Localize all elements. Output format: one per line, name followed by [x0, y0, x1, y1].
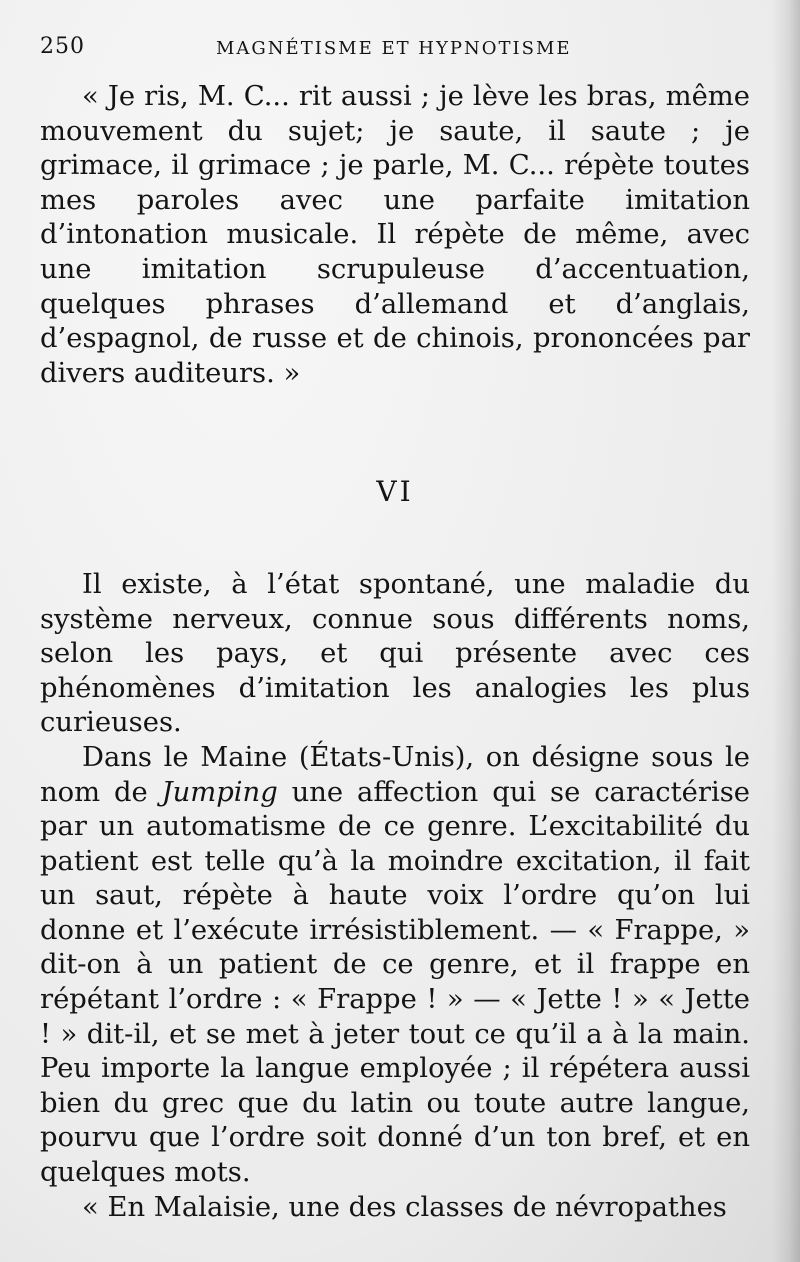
- page-spine-shadow: [772, 0, 800, 1262]
- running-title: MAGNÉTISME ET HYPNOTISME: [216, 38, 572, 59]
- paragraph-jumping-start: Dans le Maine (États-Unis), on désigne sous le nom de: [40, 741, 750, 808]
- quote-paragraph: « Je ris, M. C... rit aussi ; je lève les bras, même mouvement du sujet; je saute, il saute ; je grimace, il grimace ; je parle, M. C... répète toutes mes paroles avec une parfaite imitation d’intonation musicale. Il répète de même, avec une imitation scrupuleuse d’accentuation, quelques phrases d’allemand et d’anglais, d’espagnol, de russe et de chinois, prononcées par divers auditeurs. »: [40, 81, 750, 389]
- section-heading: VI: [376, 475, 414, 509]
- paragraph-jumping: [40, 741, 750, 1191]
- term-jumping: Jumping: [161, 776, 278, 808]
- page-number: 250: [40, 34, 85, 59]
- body-text: [40, 80, 750, 1225]
- paragraph-existence-maladie: Il existe, à l’état spontané, une maladie du système nerveux, connue sous différents noms, selon les pays, et qui présente avec ces phénomènes d’imitation les analogies les plus curieuses.: [40, 568, 750, 739]
- paragraph-malaisie: « En Malaisie, une des classes de névropathes: [82, 1191, 727, 1223]
- page-header: [40, 34, 760, 64]
- paragraph-jumping-rest: une affection qui se caractérise par un automatisme de ce genre. L’excitabilité du patient est telle qu’à la moindre excitation, il fait un saut, répète à haute voix l’ordre qu’on lui donne et l’exécute irrésistiblement. — « Frappe, » dit-on à un patient de ce genre, et il frappe en répétant l’ordre : « Frappe ! » — « Jette ! » « Jette ! » dit-il, et se met à jeter tout ce qu’il a à la main. Peu importe la langue employée ; il répétera aussi bien du grec que du latin ou toute autre langue, pourvu que l’ordre soit donné d’un ton bref, et en quelques mots.: [40, 776, 750, 1189]
